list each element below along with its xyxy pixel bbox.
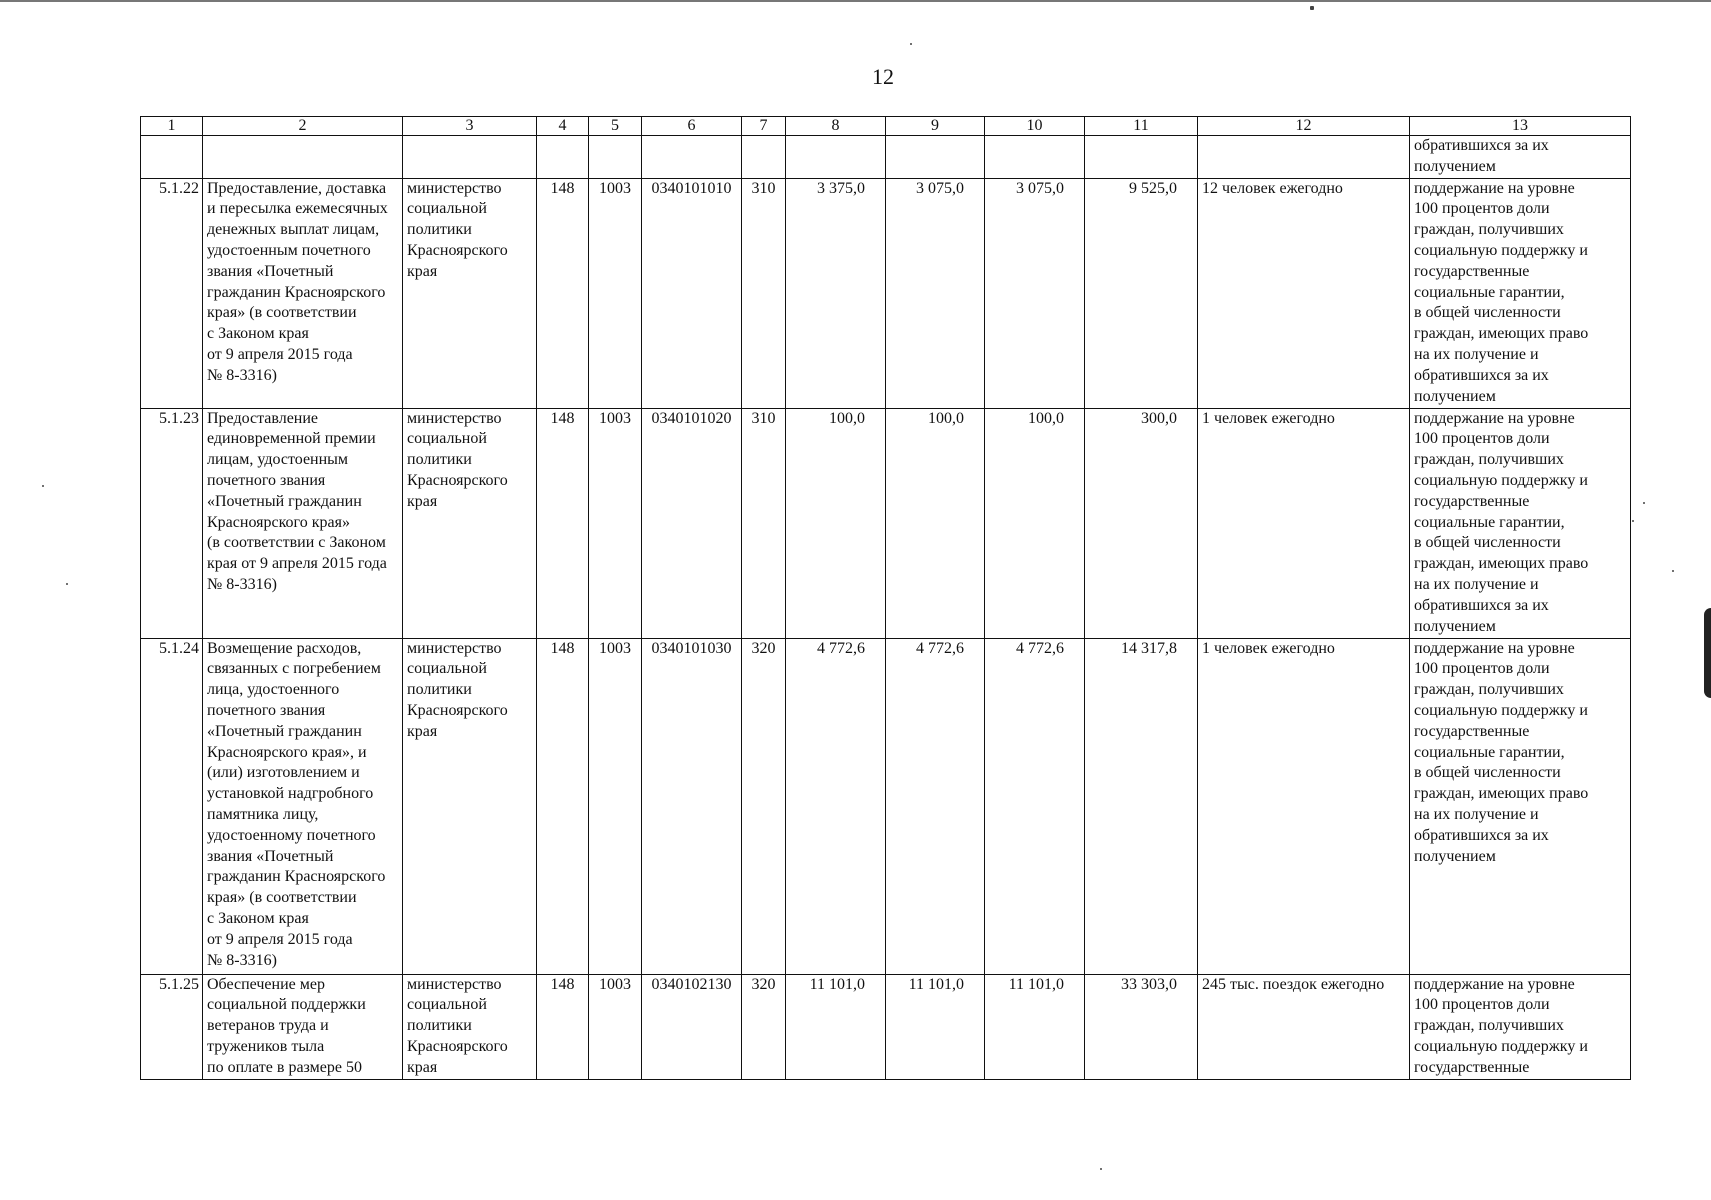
amount-year-1: 100,0 xyxy=(786,408,886,638)
table-row-continuation xyxy=(141,136,1631,179)
amount-total: 33 303,0 xyxy=(1085,974,1198,1079)
scan-speck xyxy=(1310,6,1314,10)
indicator: поддержание на уровне 100 процентов доли граждан, получивших социальную поддержку и государственные социальные гарантии, в общей численности граждан, имеющих право на их получение и обратившихся за их получением xyxy=(1410,638,1631,974)
amount-year-1: 3 375,0 xyxy=(786,178,886,408)
executor xyxy=(403,136,537,179)
table-row xyxy=(141,638,1631,974)
top-scan-rule xyxy=(0,0,1711,2)
measure-name: Предоставление, доставка и пересылка ежемесячных денежных выплат лицам, удостоенным почетного звания «Почетный гражданин Красноярского края» (в соответствии с Законом края от 9 апреля 2015 года № 8-3316) xyxy=(203,178,403,408)
scan-speck xyxy=(1632,520,1634,522)
expense-type: 320 xyxy=(742,974,786,1079)
executor: министерство социальной политики Красноярского края xyxy=(403,178,537,408)
target-code: 0340101020 xyxy=(642,408,742,638)
table-row xyxy=(141,974,1631,1079)
grbs-code: 148 xyxy=(537,408,589,638)
measure-name: Предоставление единовременной премии лицам, удостоенным почетного звания «Почетный гражданин Красноярского края» (в соответствии с Законом края от 9 апреля 2015 года № 8-3316) xyxy=(203,408,403,638)
grbs-code: 148 xyxy=(537,178,589,408)
expense-type: 320 xyxy=(742,638,786,974)
grbs-code xyxy=(537,136,589,179)
table-row xyxy=(141,408,1631,638)
section-code: 1003 xyxy=(589,638,642,974)
section-code xyxy=(589,136,642,179)
scan-speck xyxy=(1100,1168,1102,1170)
executor: министерство социальной политики Красноярского края xyxy=(403,408,537,638)
amount-year-2: 100,0 xyxy=(886,408,985,638)
executor: министерство социальной политики Красноярского края xyxy=(403,638,537,974)
amount-year-2: 11 101,0 xyxy=(886,974,985,1079)
expense-type: 310 xyxy=(742,178,786,408)
scan-speck xyxy=(66,583,68,585)
row-id: 5.1.22 xyxy=(141,178,203,408)
amount-year-3: 3 075,0 xyxy=(985,178,1085,408)
target-code: 0340101030 xyxy=(642,638,742,974)
amount-year-1 xyxy=(786,136,886,179)
column-header: 9 xyxy=(886,117,985,136)
column-header: 1 xyxy=(141,117,203,136)
expense-type: 310 xyxy=(742,408,786,638)
section-code: 1003 xyxy=(589,974,642,1079)
measure-name xyxy=(203,136,403,179)
amount-total xyxy=(1085,136,1198,179)
scan-speck xyxy=(1643,502,1645,504)
column-header: 11 xyxy=(1085,117,1198,136)
column-header: 13 xyxy=(1410,117,1631,136)
expected-result: 245 тыс. поездок ежегодно xyxy=(1198,974,1410,1079)
column-header: 8 xyxy=(786,117,886,136)
column-header: 7 xyxy=(742,117,786,136)
column-header: 6 xyxy=(642,117,742,136)
target-code xyxy=(642,136,742,179)
table-row xyxy=(141,178,1631,408)
amount-year-3: 4 772,6 xyxy=(985,638,1085,974)
column-header: 3 xyxy=(403,117,537,136)
measure-name: Обеспечение мер социальной поддержки ветеранов труда и тружеников тыла по оплате в размере 50 xyxy=(203,974,403,1079)
amount-year-1: 11 101,0 xyxy=(786,974,886,1079)
indicator: поддержание на уровне 100 процентов доли граждан, получивших социальную поддержку и государственные xyxy=(1410,974,1631,1079)
measure-name: Возмещение расходов, связанных с погребением лица, удостоенного почетного звания «Почетный гражданин Красноярского края», и (или) изготовлением и установкой надгробного памятника лицу, удостоенному почетного звания «Почетный гражданин Красноярского края» (в соответствии с Законом края от 9 апреля 2015 года № 8-3316) xyxy=(203,638,403,974)
expected-result: 1 человек ежегодно xyxy=(1198,638,1410,974)
expense-type xyxy=(742,136,786,179)
scan-speck xyxy=(910,43,912,45)
amount-total: 300,0 xyxy=(1085,408,1198,638)
amount-year-3: 100,0 xyxy=(985,408,1085,638)
column-header: 4 xyxy=(537,117,589,136)
expected-result: 12 человек ежегодно xyxy=(1198,178,1410,408)
column-header: 12 xyxy=(1198,117,1410,136)
amount-year-3 xyxy=(985,136,1085,179)
column-header: 2 xyxy=(203,117,403,136)
expected-result xyxy=(1198,136,1410,179)
column-header: 5 xyxy=(589,117,642,136)
scan-speck xyxy=(1672,570,1674,572)
expected-result: 1 человек ежегодно xyxy=(1198,408,1410,638)
amount-total: 14 317,8 xyxy=(1085,638,1198,974)
indicator: обратившихся за их получением xyxy=(1410,136,1631,179)
target-code: 0340102130 xyxy=(642,974,742,1079)
row-id: 5.1.25 xyxy=(141,974,203,1079)
column-header: 10 xyxy=(985,117,1085,136)
amount-year-1: 4 772,6 xyxy=(786,638,886,974)
section-code: 1003 xyxy=(589,178,642,408)
budget-measures-table xyxy=(140,116,1631,1080)
page-number: 12 xyxy=(872,64,894,89)
scan-speck xyxy=(42,485,44,487)
row-id: 5.1.24 xyxy=(141,638,203,974)
indicator: поддержание на уровне 100 процентов доли граждан, получивших социальную поддержку и государственные социальные гарантии, в общей численности граждан, имеющих право на их получение и обратившихся за их получением xyxy=(1410,178,1631,408)
indicator: поддержание на уровне 100 процентов доли граждан, получивших социальную поддержку и государственные социальные гарантии, в общей численности граждан, имеющих право на их получение и обратившихся за их получением xyxy=(1410,408,1631,638)
amount-year-3: 11 101,0 xyxy=(985,974,1085,1079)
table-header-row xyxy=(141,117,1631,136)
amount-year-2: 3 075,0 xyxy=(886,178,985,408)
row-id xyxy=(141,136,203,179)
grbs-code: 148 xyxy=(537,638,589,974)
amount-total: 9 525,0 xyxy=(1085,178,1198,408)
row-id: 5.1.23 xyxy=(141,408,203,638)
amount-year-2 xyxy=(886,136,985,179)
target-code: 0340101010 xyxy=(642,178,742,408)
scan-edge-mark xyxy=(1704,608,1711,698)
amount-year-2: 4 772,6 xyxy=(886,638,985,974)
grbs-code: 148 xyxy=(537,974,589,1079)
section-code: 1003 xyxy=(589,408,642,638)
executor: министерство социальной политики Красноярского края xyxy=(403,974,537,1079)
